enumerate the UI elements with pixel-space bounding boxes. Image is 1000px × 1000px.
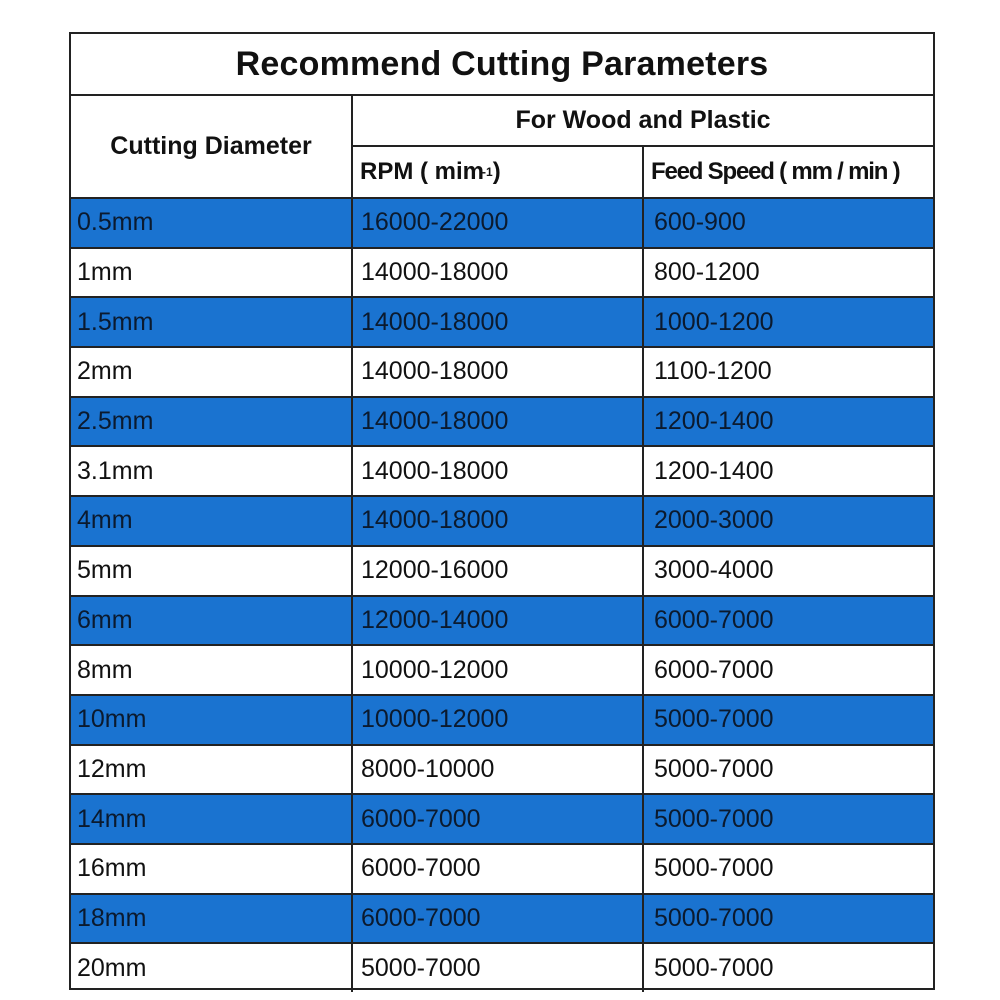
- cell-rpm: 14000-18000: [353, 447, 644, 495]
- cell-feed-speed: 1200-1400: [654, 456, 774, 485]
- cell-diameter: 16mm: [71, 845, 353, 893]
- cell-feed-speed: 2000-3000: [654, 506, 774, 535]
- table-row: [71, 247, 933, 297]
- cell-rpm: 5000-7000: [353, 944, 644, 992]
- cell-rpm: 12000-14000: [353, 597, 644, 645]
- table-row: [71, 445, 933, 495]
- parameters-table: [69, 32, 935, 990]
- cell-rpm: 14000-18000: [353, 398, 644, 446]
- cell-rpm: 14000-18000: [353, 497, 644, 545]
- header-rpm: [353, 147, 644, 197]
- table-header: [71, 96, 933, 197]
- table-row: [71, 595, 933, 645]
- cell-diameter: 3.1mm: [71, 447, 353, 495]
- cell-rpm: 6000-7000: [353, 895, 644, 943]
- header-rpm-close: ): [492, 158, 501, 185]
- table-row: [71, 296, 933, 346]
- header-cutting-diameter: Cutting Diameter: [71, 96, 353, 197]
- cell-rpm: 14000-18000: [353, 249, 644, 297]
- cell-feed-speed: 5000-7000: [654, 854, 774, 883]
- table-row: [71, 793, 933, 843]
- cell-diameter: 20mm: [71, 944, 353, 992]
- cell-rpm: 6000-7000: [353, 795, 644, 843]
- cell-rpm: 14000-18000: [353, 348, 644, 396]
- cell-feed-speed: 1000-1200: [654, 307, 774, 336]
- table-title: Recommend Cutting Parameters: [71, 34, 933, 96]
- cell-rpm: 10000-12000: [353, 696, 644, 744]
- header-rpm-label: RPM ( mim: [360, 158, 485, 185]
- cell-feed-speed: 5000-7000: [654, 903, 774, 932]
- table-row: [71, 942, 933, 992]
- cell-rpm: 6000-7000: [353, 845, 644, 893]
- cell-diameter: 2mm: [71, 348, 353, 396]
- cell-diameter: 12mm: [71, 746, 353, 794]
- cell-diameter: 2.5mm: [71, 398, 353, 446]
- table-body: [71, 197, 933, 992]
- cell-rpm: 10000-12000: [353, 646, 644, 694]
- cell-feed-speed: 5000-7000: [654, 953, 774, 982]
- cell-diameter: 1.5mm: [71, 298, 353, 346]
- cell-diameter: 0.5mm: [71, 199, 353, 247]
- cell-rpm: 16000-22000: [353, 199, 644, 247]
- cell-rpm: 8000-10000: [353, 746, 644, 794]
- cell-feed-speed: 6000-7000: [654, 655, 774, 684]
- cell-rpm: 14000-18000: [353, 298, 644, 346]
- cell-feed-speed: 5000-7000: [654, 754, 774, 783]
- cell-feed-speed: 800-1200: [654, 258, 760, 287]
- cell-diameter: 1mm: [71, 249, 353, 297]
- cell-diameter: 4mm: [71, 497, 353, 545]
- cell-diameter: 14mm: [71, 795, 353, 843]
- cell-diameter: 18mm: [71, 895, 353, 943]
- header-feed-speed: Feed Speed ( mm / min ): [651, 158, 900, 185]
- cell-diameter: 6mm: [71, 597, 353, 645]
- cell-rpm: 12000-16000: [353, 547, 644, 595]
- cell-feed-speed: 3000-4000: [654, 556, 774, 585]
- table-row: [71, 197, 933, 247]
- table-row: [71, 495, 933, 545]
- cell-feed-speed: 6000-7000: [654, 605, 774, 634]
- cell-diameter: 5mm: [71, 547, 353, 595]
- header-wood-plastic-group: For Wood and Plastic: [353, 96, 933, 147]
- table-row: [71, 644, 933, 694]
- cell-feed-speed: 1100-1200: [654, 357, 772, 386]
- table-row: [71, 893, 933, 943]
- cell-diameter: 8mm: [71, 646, 353, 694]
- table-row: [71, 396, 933, 446]
- cell-feed-speed: 5000-7000: [654, 804, 774, 833]
- cell-feed-speed: 5000-7000: [654, 705, 774, 734]
- table-row: [71, 744, 933, 794]
- header-rpm-exponent: -1: [482, 165, 493, 179]
- table-row: [71, 843, 933, 893]
- cell-diameter: 10mm: [71, 696, 353, 744]
- table-row: [71, 694, 933, 744]
- cell-feed-speed: 600-900: [654, 208, 746, 237]
- cell-feed-speed: 1200-1400: [654, 407, 774, 436]
- table-row: [71, 346, 933, 396]
- table-row: [71, 545, 933, 595]
